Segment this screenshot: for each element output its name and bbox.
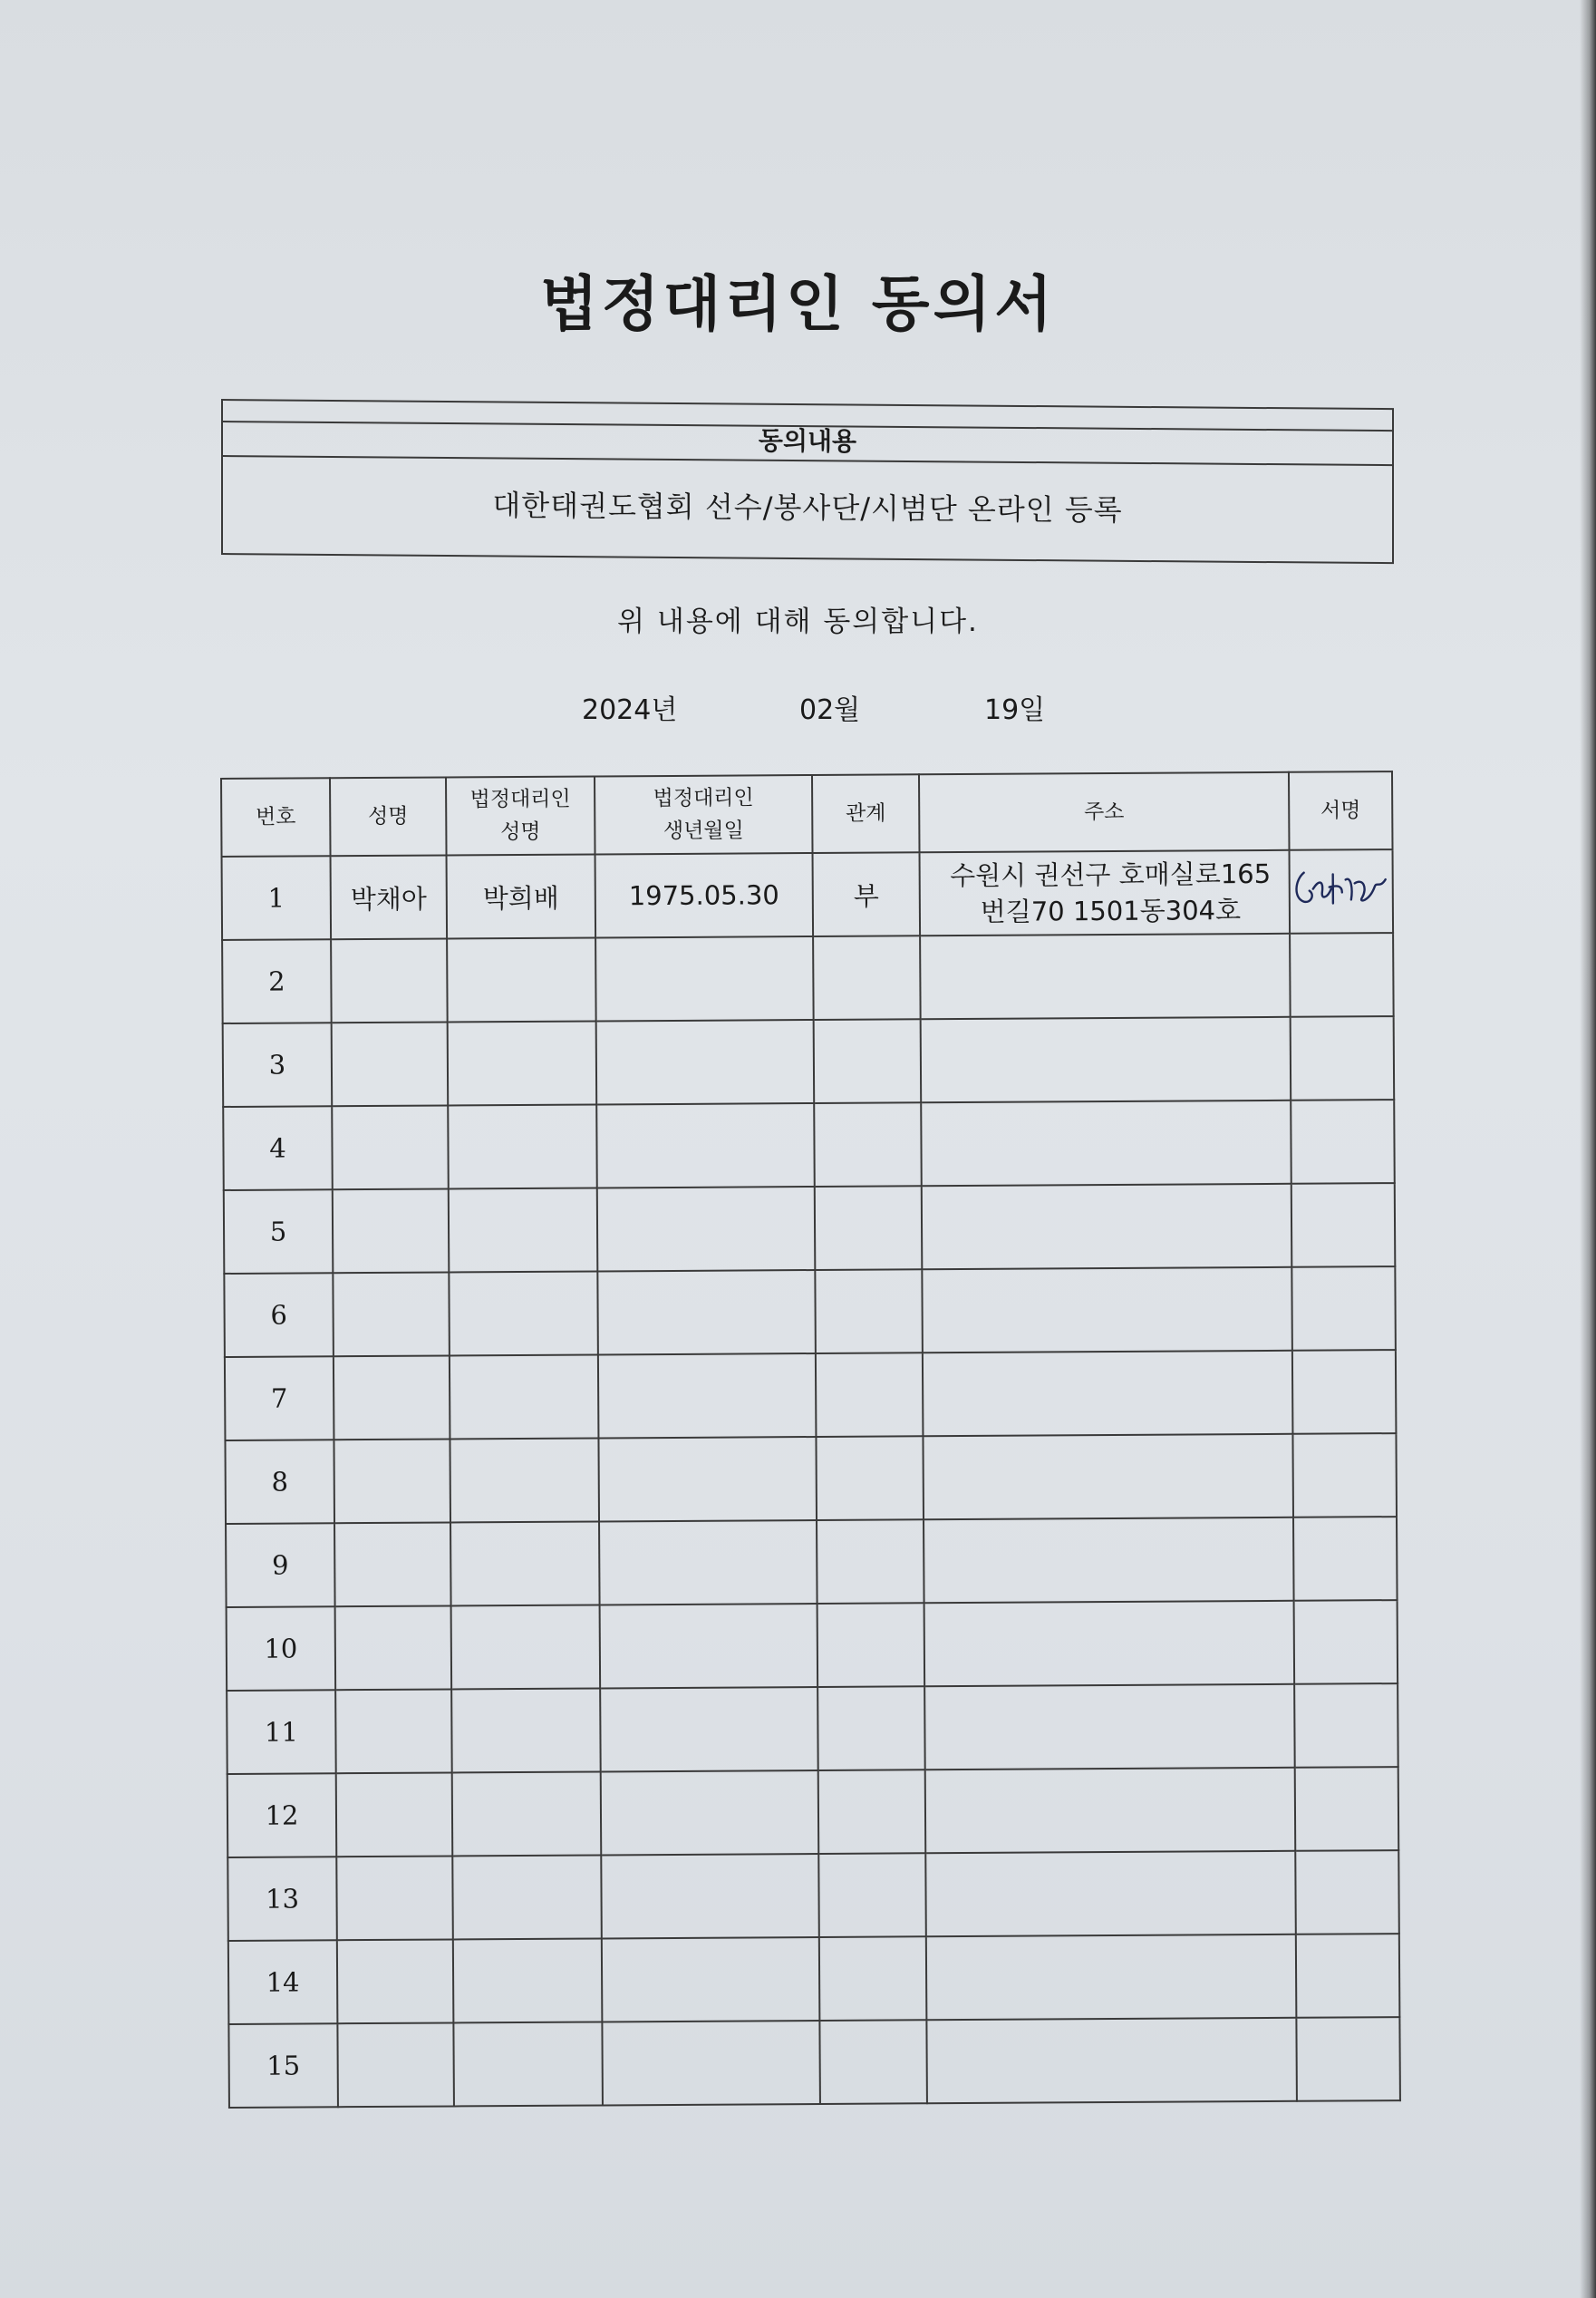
row-name-cell <box>336 1772 453 1857</box>
row-signature-cell <box>1291 1016 1395 1101</box>
row-address-cell <box>925 1768 1296 1853</box>
table-row <box>226 1517 1398 1607</box>
row-number-cell <box>227 1773 337 1857</box>
row-signature-cell <box>1293 1517 1398 1601</box>
row-relation-cell <box>817 1519 924 1604</box>
header-guardian-name-line1: 법정대리인 <box>469 787 571 812</box>
table-row <box>224 1183 1396 1274</box>
row-number-cell <box>222 939 332 1023</box>
row-guardian-name-cell <box>447 854 596 938</box>
row-guardian-birth-cell <box>601 1770 819 1855</box>
row-guardian-name-cell <box>453 2022 603 2106</box>
header-name-label: 성명 <box>367 804 409 829</box>
row-signature-cell <box>1292 1433 1397 1517</box>
row-number-cell-text: 6 <box>270 1299 287 1331</box>
row-address-cell <box>922 1184 1292 1269</box>
table-row <box>223 1100 1395 1190</box>
row-name-cell <box>334 1522 451 1606</box>
row-name-cell <box>337 1939 454 2023</box>
row-number-cell <box>224 1189 334 1274</box>
row-number-cell <box>225 1440 334 1524</box>
row-relation-cell <box>814 1102 922 1187</box>
row-guardian-birth-cell <box>602 2021 820 2105</box>
row-relation-cell <box>818 1770 926 1854</box>
row-number-cell <box>227 1690 336 1774</box>
table-row <box>228 2017 1400 2108</box>
row-address-cell <box>920 850 1291 936</box>
row-relation-cell <box>813 936 921 1020</box>
row-signature-cell <box>1294 1600 1398 1684</box>
row-name-cell <box>335 1605 452 1690</box>
header-number <box>221 778 331 857</box>
row-address-line1: 수원시 권선구 호매실로165 <box>950 858 1272 892</box>
row-address-cell <box>925 1851 1296 1936</box>
header-guardian-name <box>446 776 595 855</box>
row-name-cell <box>332 1022 449 1106</box>
row-name-cell <box>334 1439 450 1523</box>
row-address-cell <box>926 2018 1297 2103</box>
date-month: 02월 <box>799 694 861 726</box>
row-signature-cell <box>1294 1683 1398 1768</box>
header-address <box>919 772 1290 852</box>
row-guardian-name-cell <box>449 1271 598 1355</box>
row-guardian-name-cell <box>450 1354 599 1439</box>
row-name-cell <box>331 855 448 939</box>
date-year: 2024년 <box>582 694 678 726</box>
consent-header-label: 동의내용 <box>758 425 857 457</box>
row-relation-cell <box>819 2020 927 2104</box>
row-number-cell-text: 15 <box>266 2050 301 2081</box>
date-day: 19일 <box>984 694 1046 726</box>
row-signature-cell <box>1296 2017 1400 2101</box>
row-signature-cell <box>1295 1850 1399 1934</box>
table-row <box>227 1850 1399 1941</box>
header-signature <box>1289 771 1393 850</box>
row-relation-cell-text: 부 <box>853 880 879 912</box>
handwritten-signature <box>1291 852 1391 926</box>
row-number-cell-text: 1 <box>267 882 285 914</box>
consent-header-row <box>223 401 1392 466</box>
row-number-cell-text: 9 <box>271 1549 289 1581</box>
row-address-cell <box>922 1267 1292 1353</box>
table-row <box>228 1934 1400 2024</box>
row-address-cell <box>924 1517 1294 1603</box>
row-number-cell-text: 11 <box>264 1716 298 1748</box>
row-relation-cell <box>815 1269 923 1353</box>
row-name-cell <box>332 1105 449 1189</box>
row-number-cell-text: 7 <box>270 1382 288 1414</box>
table-row <box>227 1683 1398 1774</box>
consent-content-text: 대한태권도협회 선수/봉사단/시범단 온라인 등록 <box>492 488 1123 528</box>
row-name-cell <box>335 1689 452 1773</box>
row-relation-cell <box>818 1853 926 1937</box>
row-number-cell <box>227 1606 336 1691</box>
row-number-cell-text: 2 <box>268 965 285 997</box>
row-guardian-birth-cell <box>595 936 814 1021</box>
row-address-cell <box>926 1934 1297 2020</box>
row-signature-cell <box>1295 1767 1399 1851</box>
table-row <box>224 1266 1396 1357</box>
row-number-cell <box>223 1106 333 1190</box>
row-guardian-birth-cell <box>602 1937 820 2022</box>
header-guardian-name-line2: 성명 <box>500 819 541 845</box>
header-number-label: 번호 <box>255 805 296 829</box>
header-guardian-birth <box>595 775 813 854</box>
row-guardian-name-cell <box>447 937 596 1022</box>
row-address-cell <box>921 1017 1291 1102</box>
row-number-cell-text: 12 <box>265 1799 299 1831</box>
row-signature-cell <box>1291 1266 1396 1351</box>
row-number-cell <box>226 1523 335 1607</box>
table-row <box>225 1433 1397 1524</box>
row-name-cell <box>333 1272 450 1356</box>
row-guardian-name-cell <box>453 1938 603 2022</box>
row-guardian-name-cell-text: 박희배 <box>482 882 559 914</box>
row-number-cell <box>227 1857 337 1941</box>
row-relation-cell <box>819 1936 927 2021</box>
row-signature-cell <box>1290 849 1394 934</box>
row-name-cell <box>336 1856 453 1940</box>
row-number-cell <box>228 2023 338 2108</box>
row-name-cell <box>337 2022 454 2107</box>
row-guardian-birth-cell <box>601 1854 819 1938</box>
row-signature-cell <box>1292 1350 1397 1434</box>
header-relation <box>812 774 920 853</box>
row-guardian-birth-cell <box>598 1353 817 1438</box>
row-address-cell <box>924 1684 1295 1770</box>
table-row <box>227 1600 1398 1691</box>
row-signature-cell <box>1291 1100 1395 1184</box>
row-name-cell <box>333 1188 450 1273</box>
row-number-cell-text: 8 <box>271 1466 289 1498</box>
row-name-cell <box>331 938 448 1023</box>
row-guardian-name-cell <box>448 1021 597 1105</box>
guardian-consent-table <box>220 771 1401 2109</box>
table-row <box>222 933 1394 1023</box>
header-relation-label: 관계 <box>845 801 886 826</box>
row-guardian-birth-cell <box>599 1520 817 1605</box>
row-guardian-birth-cell <box>597 1187 816 1271</box>
row-number-cell-text: 13 <box>265 1883 300 1915</box>
row-guardian-name-cell <box>451 1605 601 1689</box>
row-guardian-birth-cell <box>600 1687 818 1771</box>
row-signature-cell <box>1296 1934 1400 2018</box>
row-name-cell <box>334 1355 450 1440</box>
row-number-cell-text: 4 <box>269 1132 286 1164</box>
signature-stroke <box>1296 872 1385 904</box>
header-address-label: 주소 <box>1083 800 1125 825</box>
row-number-cell <box>224 1273 334 1357</box>
row-guardian-name-cell <box>452 1771 602 1856</box>
row-address-cell <box>923 1434 1293 1519</box>
row-relation-cell <box>816 1353 924 1437</box>
row-guardian-name-cell <box>451 1688 601 1772</box>
row-signature-cell <box>1291 1183 1396 1267</box>
table-header-row <box>221 771 1393 857</box>
row-guardian-name-cell <box>449 1188 598 1272</box>
consent-content-box <box>221 399 1394 564</box>
row-signature-cell <box>1290 933 1394 1017</box>
row-relation-cell <box>813 852 921 936</box>
row-number-cell-text: 10 <box>264 1633 298 1664</box>
row-number-cell-text: 5 <box>269 1216 287 1247</box>
agree-statement: 위 내용에 대해 동의합니다. <box>617 606 979 638</box>
row-number-cell-text: 3 <box>268 1049 286 1081</box>
row-address-line2: 번길70 1501동304호 <box>980 895 1242 927</box>
table-row <box>223 1016 1395 1107</box>
row-relation-cell <box>817 1686 925 1770</box>
page-edge-shadow <box>1580 0 1596 2298</box>
row-guardian-birth-cell <box>596 1020 815 1104</box>
row-guardian-birth-cell <box>600 1604 818 1688</box>
table-row <box>225 1350 1397 1440</box>
row-address-cell <box>924 1601 1295 1686</box>
row-number-cell <box>228 1940 338 2024</box>
row-guardian-name-cell <box>452 1855 602 1939</box>
header-name <box>330 777 447 856</box>
row-guardian-birth-cell <box>595 853 814 937</box>
row-number-cell <box>225 1356 334 1440</box>
header-guardian-birth-line1: 법정대리인 <box>653 786 754 811</box>
document-title: 법정대리인 동의서 <box>539 269 1057 339</box>
row-relation-cell <box>817 1603 925 1687</box>
row-relation-cell <box>814 1019 922 1103</box>
row-guardian-birth-cell <box>597 1270 816 1354</box>
table-row <box>227 1767 1399 1857</box>
row-address-cell <box>920 934 1291 1019</box>
table-row <box>222 849 1394 940</box>
table-body <box>222 849 1400 2108</box>
row-guardian-birth-cell <box>596 1103 815 1188</box>
row-number-cell <box>222 856 332 940</box>
row-guardian-birth-cell <box>598 1437 817 1521</box>
header-signature-label: 서명 <box>1320 799 1361 823</box>
row-guardian-name-cell <box>450 1438 599 1522</box>
row-guardian-birth-cell-text: 1975.05.30 <box>628 879 779 912</box>
row-relation-cell <box>816 1436 924 1520</box>
row-address-cell <box>923 1351 1293 1436</box>
row-guardian-name-cell <box>448 1104 597 1188</box>
row-number-cell-text: 14 <box>266 1966 300 1998</box>
row-name-cell-text: 박채아 <box>350 883 427 915</box>
row-address-cell <box>921 1101 1291 1186</box>
row-relation-cell <box>815 1186 923 1270</box>
header-guardian-birth-line2: 생년월일 <box>663 819 744 844</box>
row-guardian-name-cell <box>450 1521 600 1605</box>
row-number-cell <box>223 1023 333 1107</box>
